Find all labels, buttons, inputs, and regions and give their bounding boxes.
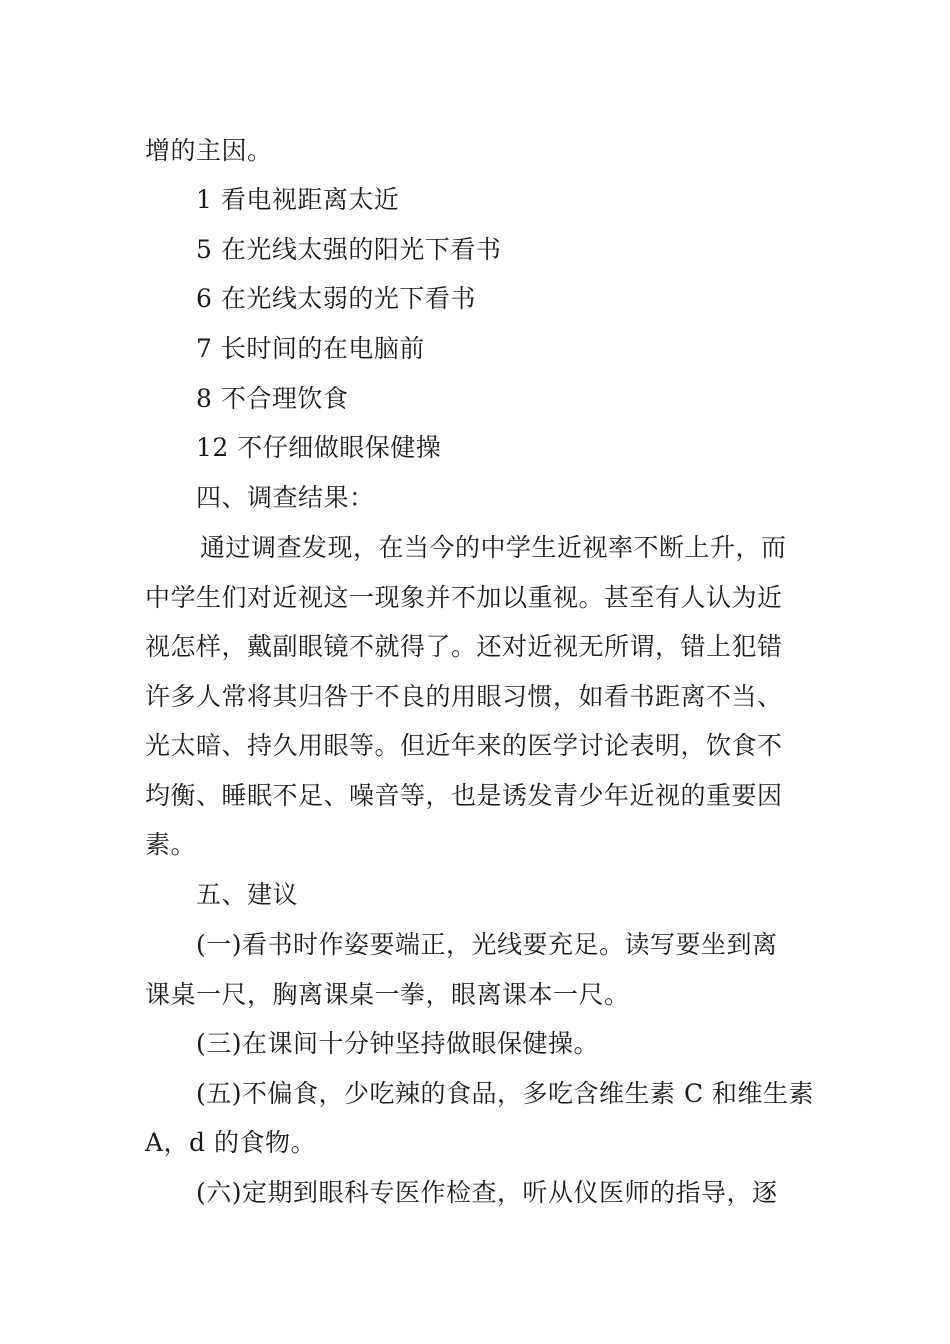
results-paragraph-line: 许多人常将其归咎于不良的用眼习惯，如看书距离不当、 — [145, 682, 783, 711]
suggestion-3: (三)在课间十分钟坚持做眼保健操。 — [196, 1029, 600, 1058]
suggestion-5-line: A，d 的食物。 — [145, 1128, 317, 1157]
paragraph-continuation: 增的主因。 — [145, 136, 273, 165]
suggestion-1-line: 课桌一尺，胸离课桌一拳，眼离课本一尺。 — [145, 980, 630, 1009]
list-item-5: 5 在光线太强的阳光下看书 — [196, 235, 502, 264]
results-paragraph-line: 通过调查发现，在当今的中学生近视率不断上升，而 — [200, 533, 787, 562]
results-paragraph-line: 素。 — [145, 830, 197, 859]
list-item-12: 12 不仔细做眼保健操 — [196, 433, 442, 462]
results-paragraph-line: 中学生们对近视这一现象并不加以重视。甚至有人认为近 — [145, 583, 783, 612]
suggestion-1-line: (一)看书时作姿要端正，光线要充足。读写要坐到离 — [196, 930, 778, 959]
list-item-6: 6 在光线太弱的光下看书 — [196, 284, 476, 313]
list-item-8: 8 不合理饮食 — [196, 384, 349, 413]
suggestion-6-line: (六)定期到眼科专医作检查，听从仪医师的指导，逐 — [196, 1178, 778, 1207]
results-paragraph-line: 均衡、睡眠不足、噪音等，也是诱发青少年近视的重要因 — [145, 781, 783, 810]
list-item-1: 1 看电视距离太近 — [196, 185, 400, 214]
section-heading-suggestions: 五、建议 — [196, 880, 299, 909]
list-item-7: 7 长时间的在电脑前 — [196, 334, 425, 363]
results-paragraph-line: 视怎样，戴副眼镜不就得了。还对近视无所谓，错上犯错 — [145, 632, 783, 661]
results-paragraph-line: 光太暗、持久用眼等。但近年来的医学讨论表明，饮食不 — [145, 731, 783, 760]
section-heading-results: 四、调查结果： — [196, 483, 375, 512]
suggestion-5-line: (五)不偏食，少吃辣的食品，多吃含维生素 C 和维生素 — [196, 1079, 815, 1108]
